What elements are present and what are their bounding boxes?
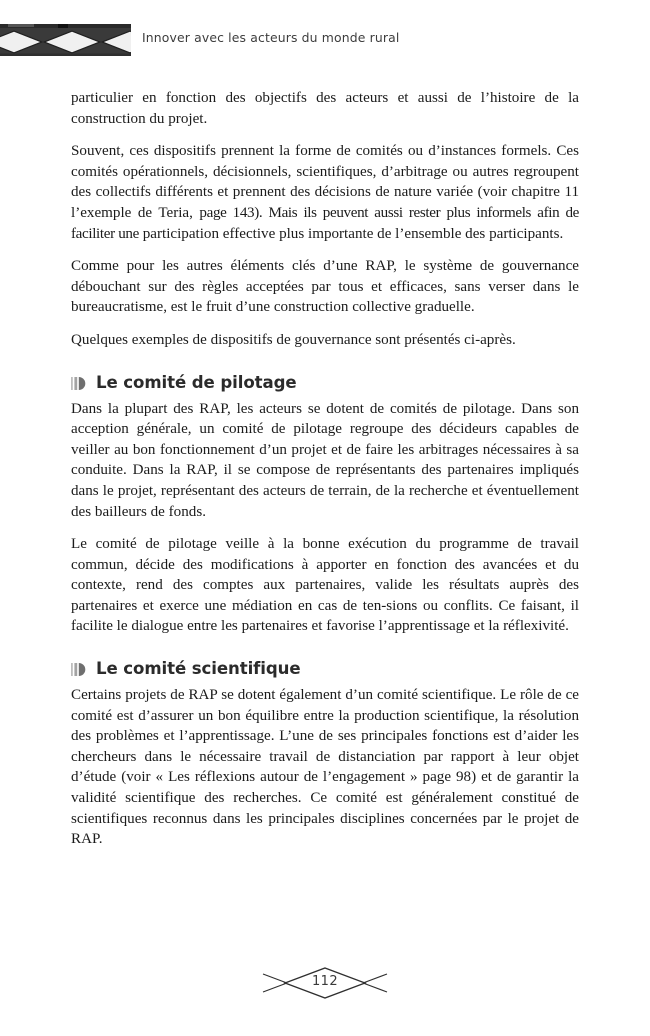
section-heading-comite-scientifique bbox=[71, 659, 579, 678]
section-heading-label: Le comité scientifique bbox=[96, 659, 301, 679]
paragraph-dispositifs-tight-line: page 143). Mais ils peuvent aussi rester plus informels afin de faciliter une bbox=[71, 204, 579, 242]
running-head-title: Innover avec les acteurs du monde rural bbox=[142, 30, 400, 45]
diamond-band-logo bbox=[0, 24, 131, 56]
paragraph-pilotage-role: Le comité de pilotage veille à la bonne exécution du programme de travail commun, décide des modifications à apporter en fonction des avancées et du contexte, rend des comptes aux partenaires, valide les résultats auprès des partenaires et exerce une médiation en cas de ten-sions ou conflits. Ce faisant, il facilite le dialogue entre les partenaires et favorise l’apprentissage et la réflexivité. bbox=[71, 536, 579, 635]
page-number: 112 bbox=[311, 974, 338, 989]
paragraph-dispositifs-part1: Souvent, ces dispositifs prennent la forme de comités ou d’instances formels. Ces comités opérationnels, décisionnels, scientifiques, d’arbitrage ou autres regroupent des collectifs différents et prennent des décisions de nature variée (voir chapitre 11 l’exemple de Teria, bbox=[71, 143, 579, 221]
paragraph-intro: particulier en fonction des objectifs des acteurs et aussi de l’histoire de la construction du projet. bbox=[71, 90, 579, 127]
page-content bbox=[71, 88, 579, 850]
paragraph-pilotage-definition: Dans la plupart des RAP, les acteurs se dotent de comités de pilotage. Dans son acception générale, un comité de pilotage regroupe des décideurs capables de veiller au bon fonctionnement d’un projet et de faire les arbitrages nécessaires à sa conduite. Dans la RAP, il se compose de représentants des partenaires impliqués dans le projet, représentant des acteurs de terrain, de la recherche et éventuellement des bailleurs de fonds. bbox=[71, 400, 579, 520]
page-header bbox=[0, 24, 650, 56]
section-marker-icon bbox=[71, 662, 88, 677]
paragraph-exemples: Quelques exemples de dispositifs de gouvernance sont présentés ci-après. bbox=[71, 331, 516, 348]
paragraph-gouvernance: Comme pour les autres éléments clés d’une RAP, le système de gouvernance débouchant sur des règles acceptées par tous et efficaces, sans verser dans le bureaucratisme, est le fruit d’une construction collective graduelle. bbox=[71, 258, 579, 316]
section-heading-comite-de-pilotage bbox=[71, 373, 579, 392]
section-heading-label: Le comité de pilotage bbox=[96, 372, 297, 392]
page-footer bbox=[0, 962, 650, 1004]
paragraph-dispositifs bbox=[71, 141, 579, 244]
paragraph-dispositifs-last-line: participation effective plus importante de l’ensemble des participants. bbox=[142, 225, 564, 242]
paragraph-scientifique-role: Certains projets de RAP se dotent également d’un comité scientifique. Le rôle de ce comité est d’assurer un bon équilibre entre la production scientifique, la résolution des problèmes et l’apprentissage. L’une de ses principales fonctions est d’aider les chercheurs dans le nécessaire travail de distanciation par rapport à leur objet d’étude (voir « Les réflexions autour de l’engagement » page 98) et de garantir la validité scientifique des recherches. Ce comité est généralement constitué de scientifiques reconnus dans les principales disciplines concernées par le projet de RAP. bbox=[71, 687, 579, 848]
section-marker-icon bbox=[71, 376, 88, 391]
